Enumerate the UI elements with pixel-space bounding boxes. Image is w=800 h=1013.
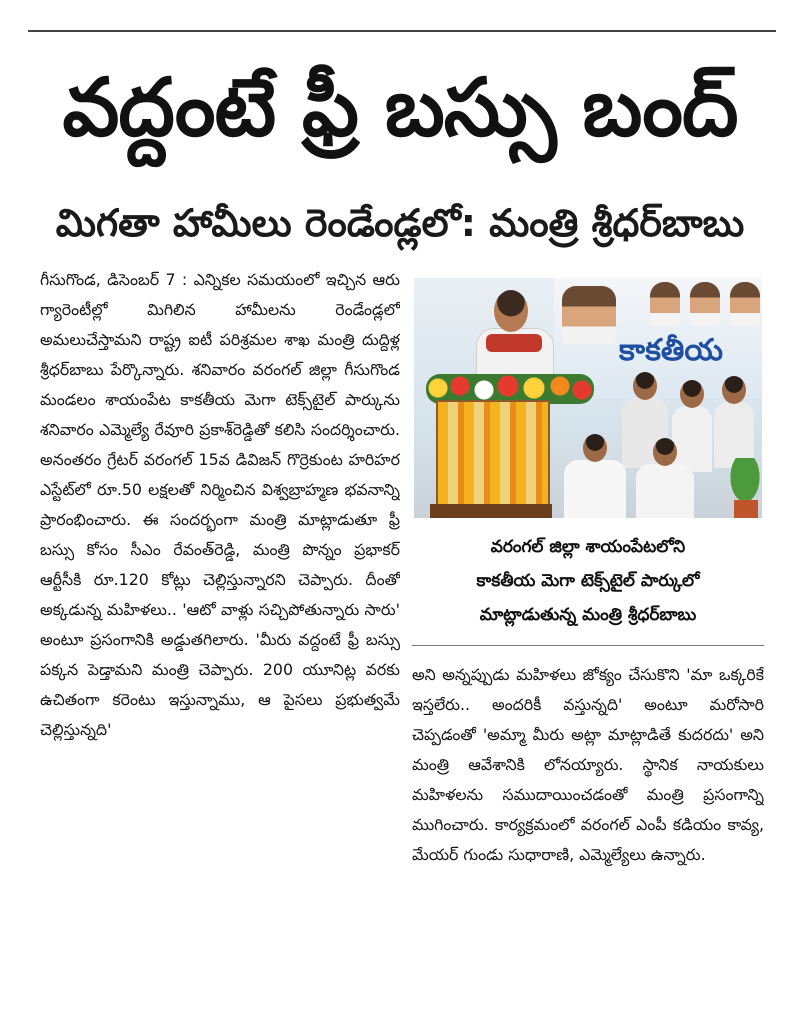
banner-portrait (562, 286, 616, 344)
speaker-shawl (486, 334, 542, 352)
banner-portrait (690, 282, 720, 326)
caption-line: వరంగల్ జిల్లా శాయంపేటలోని (490, 537, 686, 557)
seated-person (636, 464, 694, 518)
plant-pot (734, 500, 758, 518)
banner-text: కాకతీయ (619, 333, 723, 368)
banner-portrait (730, 282, 760, 326)
article-body-left-column (40, 265, 400, 985)
caption-line: మాట్లాడుతున్న మంత్రి శ్రీధర్‌బాబు (479, 605, 697, 625)
seated-person (564, 460, 626, 518)
podium (436, 400, 550, 518)
caption-divider (412, 645, 764, 646)
subheadline: మిగతా హామీలు రెండేండ్లలో: మంత్రి శ్రీధర్‌బాబు (55, 201, 745, 245)
headline: వద్దంటే ఫ్రీ బస్సు బంద్ (62, 61, 738, 154)
banner-portrait (650, 282, 680, 326)
article-text-right: అని అన్నప్పుడు మహిళలు జోక్యం చేసుకొని 'మా ఒక్కరికే ఇస్తలేరు.. అందరికీ వస్తున్నది' అంటూ మరోసారి చెప్పడంతో 'అమ్మా మీరు అట్లా మాట్లాడితే కుదరదు' అని మంత్రి ఆవేశానికి లోనయ్యారు. స్థానిక నాయకులు మహిళలను సముదాయించడంతో మంత్రి ప్రసంగాన్ని ముగించారు. కార్యక్రమంలో వరంగల్ ఎంపీ కడియం కావ్య, మేయర్ గుండు సుధారాణి, ఎమ్మెల్యేలు ఉన్నారు. (412, 665, 764, 864)
standing-person (672, 406, 712, 472)
news-photo (414, 278, 762, 518)
caption-line: కాకతీయ మెగా టెక్స్‌టైల్ పార్కులో (476, 571, 700, 591)
photo-caption (412, 530, 764, 638)
podium-base (430, 504, 552, 518)
header-rule (28, 30, 776, 32)
potted-plant (728, 458, 762, 506)
speaker-head (494, 290, 528, 332)
article-text-left: గీసుగొండ, డిసెంబర్ 7 : ఎన్నికల సమయంలో ఇచ్చిన ఆరు గ్యారెంటీల్లో మిగిలిన హామీలను రెండేండ్లలో అమలుచేస్తామని రాష్ట్ర ఐటీ పరిశ్రమల శాఖ మంత్రి దుద్దిళ్ల శ్రీధర్‌బాబు పేర్కొన్నారు. శనివారం వరంగల్ జిల్లా గీసుగొండ మండలం శాయంపేట కాకతీయ మెగా టెక్స్‌టైల్ పార్కును శనివారం ఎమ్మెల్యే రేవూరి ప్రకాశ్‌రెడ్డితో కలిసి సందర్శించారు. అనంతరం గ్రేటర్ వరంగల్ 15వ డివిజన్ గొర్రెకుంట హరిహర ఎస్టేట్‌లో రూ.50 లక్షలతో నిర్మించిన విశ్వబ్రాహ్మణ భవనాన్ని ప్రారంభించారు. ఈ సందర్భంగా మంత్రి మాట్లాడుతూ ఫ్రీ బస్సు కోసం సీఎం రేవంత్‌రెడ్డి, మంత్రి పొన్నం ప్రభాకర్ ఆర్టీసీకి రూ.120 కోట్లు చెల్లిస్తున్నారని చెప్పారు. దీంతో అక్కడున్న మహిళలు.. 'ఆటో వాళ్లు సచ్చిపోతున్నారు సారు' అంటూ ప్రసంగానికి అడ్డుతగిలారు. 'మీరు వద్దంటే ఫ్రీ బస్సు పక్కన పెడ్తామని మంత్రి చెప్పారు. 200 యూనిట్ల వరకు ఉచితంగా కరెంటు ఇస్తున్నాము, ఆ పైసలు ప్రభుత్వమే చెల్లిస్తున్నది' (40, 270, 400, 739)
article-body-right-column (412, 660, 764, 960)
previous-article-fragment (0, 0, 800, 20)
